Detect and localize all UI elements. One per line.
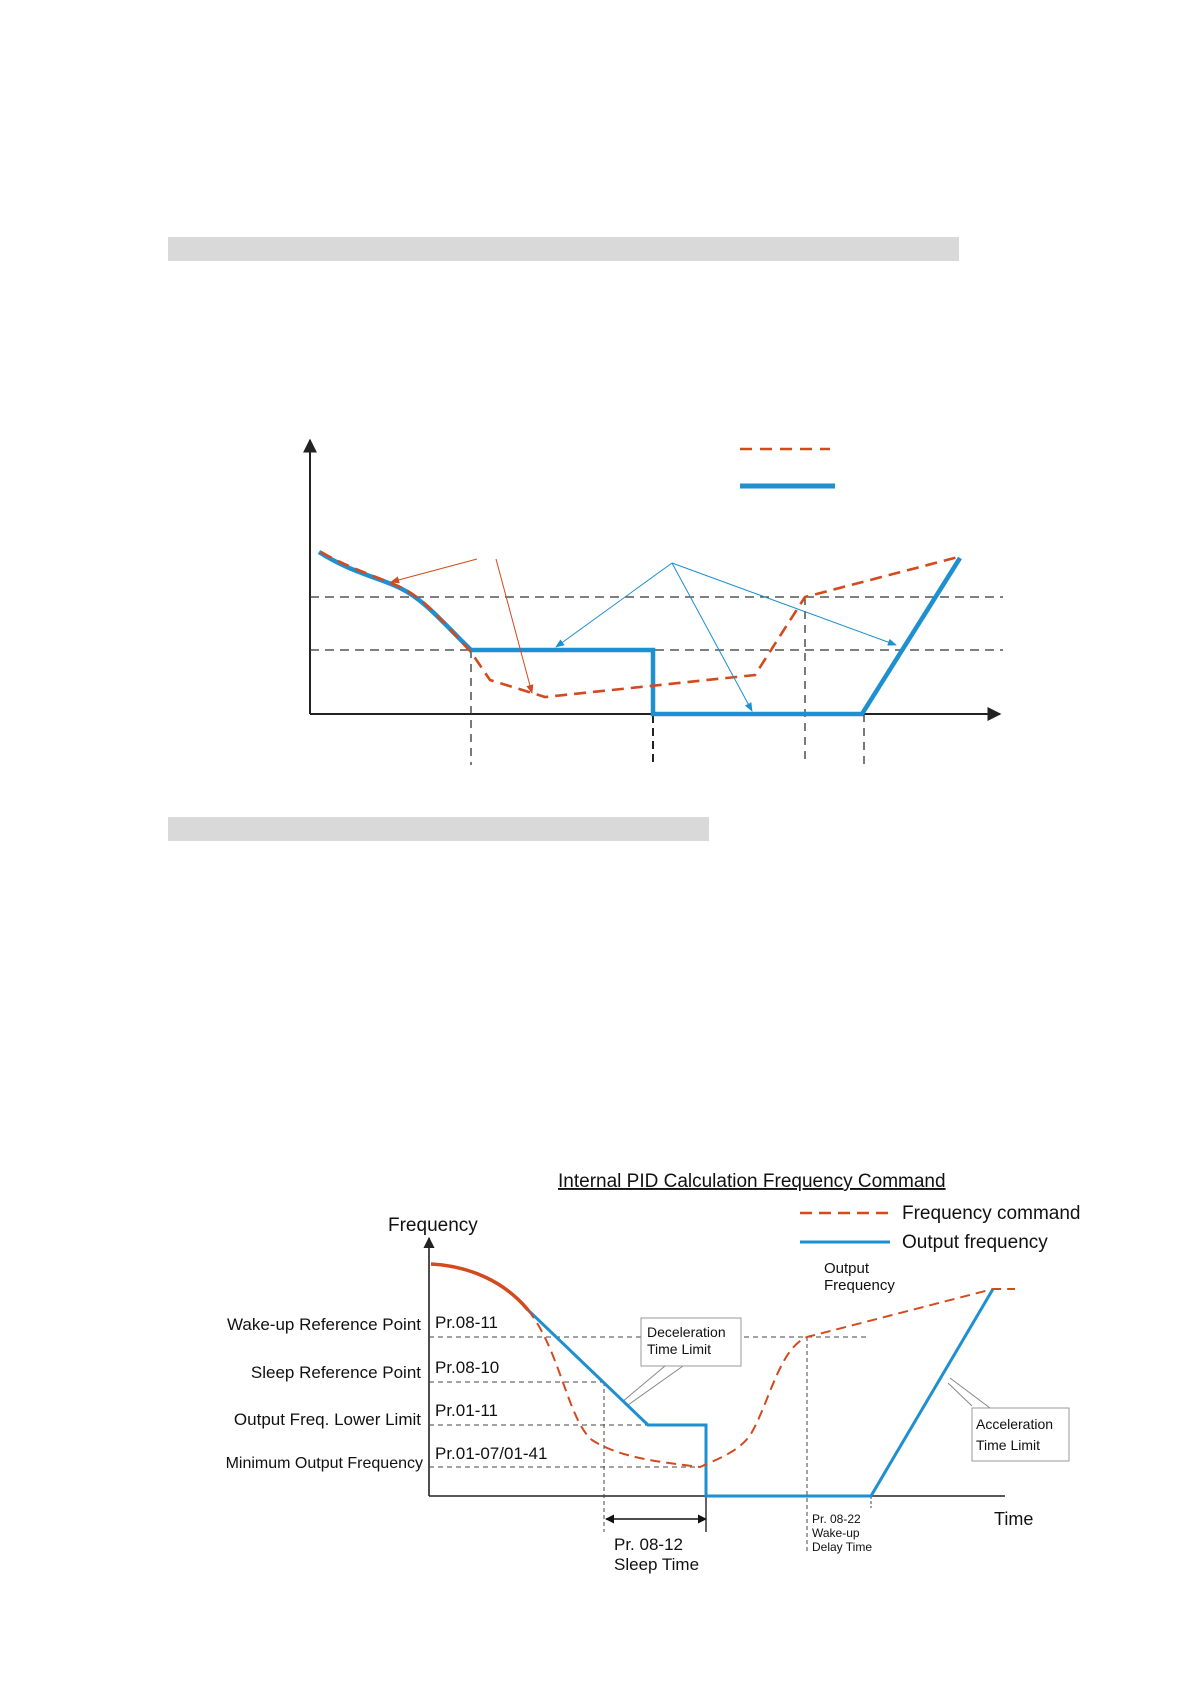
- d2-wakeup-delay-label-1: Wake-up: [812, 1526, 860, 1540]
- d2-param-lower-limit: Pr.01-11: [435, 1401, 499, 1420]
- d2-output-frequency-note-2: Frequency: [824, 1277, 895, 1294]
- d2-level-name-min-output: Minimum Output Frequency: [225, 1455, 423, 1472]
- d2-sleep-time-param: Pr. 08-12: [614, 1535, 683, 1554]
- d2-level-name-wakeup: Wake-up Reference Point: [226, 1315, 421, 1334]
- d2-output-frequency-note-1: Output: [824, 1260, 870, 1277]
- d2-deceleration-callout-2: Time Limit: [647, 1341, 712, 1357]
- d2-acceleration-callout-leader: [948, 1378, 990, 1408]
- d2-acceleration-callout-2: Time Limit: [976, 1437, 1041, 1453]
- d2-x-axis-label: Time: [994, 1509, 1034, 1529]
- d2-command-overlap-line: [431, 1264, 528, 1310]
- d2-y-axis-label: Frequency: [388, 1215, 478, 1236]
- d2-param-wakeup: Pr.08-11: [435, 1313, 499, 1332]
- d2-title: Internal PID Calculation Frequency Command: [558, 1171, 946, 1192]
- d2-wakeup-delay-label-2: Delay Time: [812, 1540, 873, 1554]
- d2-acceleration-callout-1: Acceleration: [976, 1416, 1054, 1432]
- d2-deceleration-callout-1: Deceleration: [647, 1324, 726, 1340]
- d2-sleep-time-label: Sleep Time: [614, 1555, 700, 1574]
- d2-wakeup-delay-param: Pr. 08-22: [812, 1512, 861, 1526]
- d2-param-sleep: Pr.08-10: [435, 1358, 500, 1377]
- d2-level-name-lower-limit: Output Freq. Lower Limit: [233, 1410, 421, 1429]
- d2-deceleration-callout-leader: [622, 1366, 683, 1405]
- d2-legend-command-label: Frequency command: [902, 1203, 1081, 1224]
- d2-param-min-output: Pr.01-07/01-41: [435, 1444, 548, 1463]
- d2-legend-output-label: Output frequency: [902, 1232, 1048, 1253]
- d2-level-name-sleep: Sleep Reference Point: [250, 1363, 421, 1382]
